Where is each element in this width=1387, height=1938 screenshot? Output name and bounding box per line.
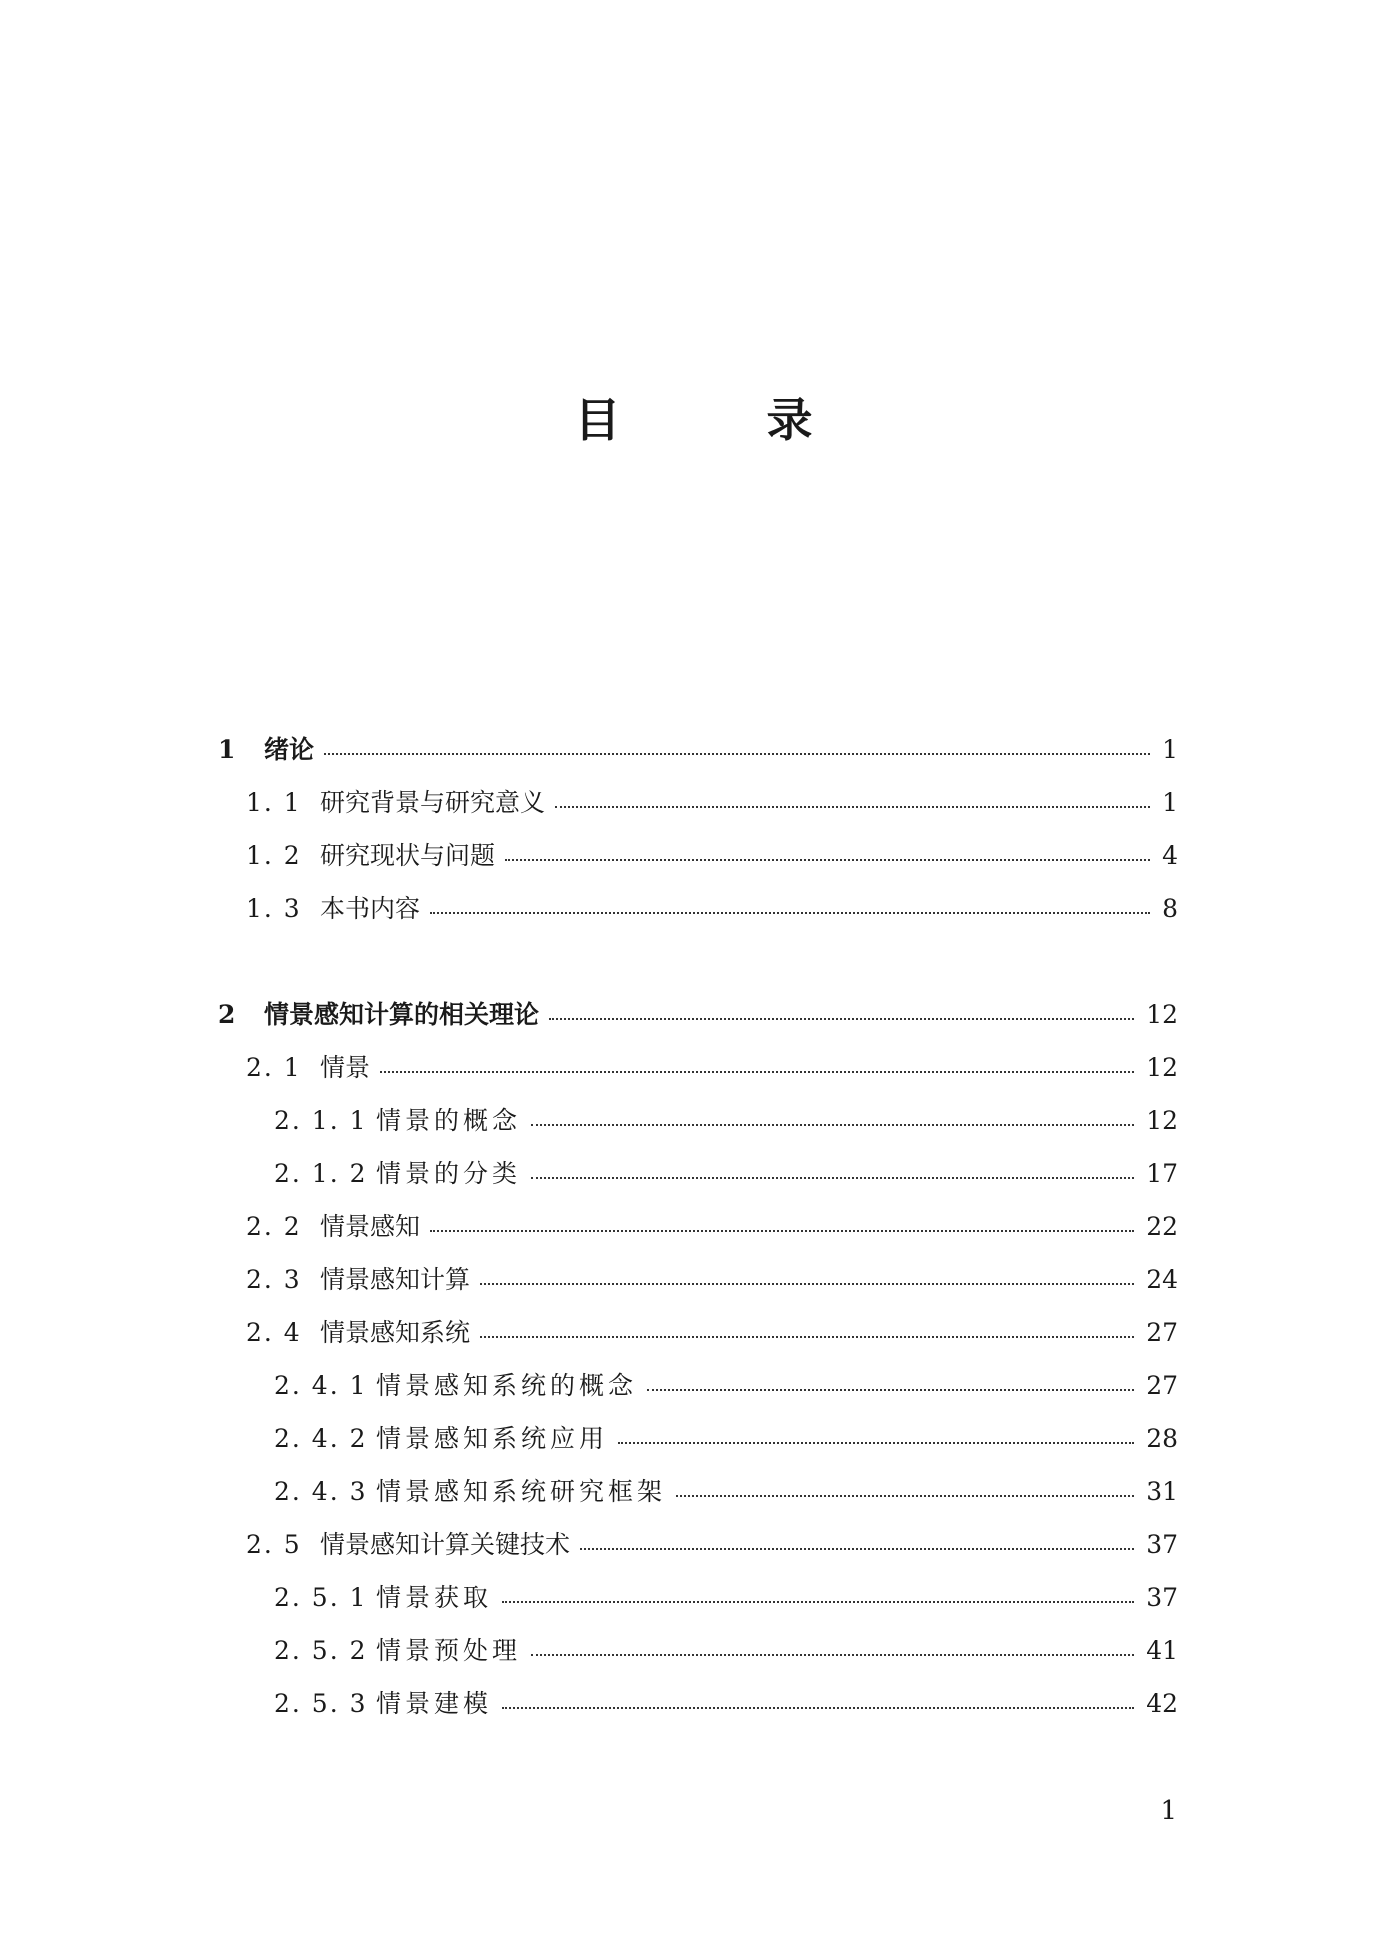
- toc-entry-number: 2. 1. 2: [274, 1159, 368, 1188]
- toc-entry-number: 2: [218, 1000, 236, 1029]
- toc-leader-dots: [531, 1654, 1134, 1656]
- toc-entry-number: 2. 3: [246, 1265, 302, 1294]
- toc-entry-2-5-2[interactable]: [274, 1631, 1178, 1671]
- toc-entry-1-3[interactable]: [246, 889, 1178, 929]
- toc-leader-dots: [647, 1389, 1134, 1391]
- toc-entry-2-3[interactable]: [246, 1260, 1178, 1300]
- toc-entry-number: 2. 4. 2: [274, 1424, 368, 1453]
- toc-entry-page: 37: [1146, 1583, 1178, 1612]
- toc-leader-dots: [502, 1601, 1134, 1603]
- toc-leader-dots: [480, 1336, 1134, 1338]
- toc-entry-number: 1. 3: [246, 894, 302, 923]
- toc-leader-dots: [380, 1071, 1134, 1073]
- toc-entry-number: 1: [218, 735, 236, 764]
- toc-entry-label: 情景的概念: [376, 1106, 522, 1135]
- toc-entry-page: 17: [1146, 1159, 1178, 1188]
- toc-entry-page: 12: [1146, 1106, 1178, 1135]
- toc-entry-2-1-1[interactable]: [274, 1101, 1178, 1141]
- toc-entry-number: 2. 1: [246, 1053, 302, 1082]
- toc-entry-1-1[interactable]: [246, 783, 1178, 823]
- toc-entry-label: 情景感知系统研究框架: [376, 1477, 667, 1506]
- toc-entry-page: 37: [1146, 1530, 1178, 1559]
- toc-entry-label: 情景感知: [320, 1212, 421, 1241]
- toc-entry-label: 情景感知计算: [320, 1265, 471, 1294]
- toc-entry-page: 8: [1162, 894, 1178, 923]
- toc-entry-label: 情景感知系统应用: [376, 1424, 609, 1453]
- toc-entry-label: 情景的分类: [376, 1159, 522, 1188]
- toc-entry-page: 12: [1146, 1053, 1178, 1082]
- toc-entry-number: 2. 4: [246, 1318, 302, 1347]
- toc-entry-page: 12: [1146, 1000, 1178, 1029]
- toc-entry-page: 1: [1162, 735, 1178, 764]
- toc-entry-label: 本书内容: [320, 894, 421, 923]
- page-number: 1: [1160, 1796, 1177, 1826]
- toc-leader-dots: [324, 753, 1150, 755]
- toc-entry-label: 情景: [320, 1053, 371, 1082]
- toc-entry-2-4-2[interactable]: [274, 1419, 1178, 1459]
- toc-entry-page: 27: [1146, 1371, 1178, 1400]
- toc-entry-2-5[interactable]: [246, 1525, 1178, 1565]
- toc-leader-dots: [502, 1707, 1134, 1709]
- toc-entry-2-4[interactable]: [246, 1313, 1178, 1353]
- toc-entry-number: 2. 5. 2: [274, 1636, 368, 1665]
- toc-entry-label: 研究现状与问题: [320, 841, 496, 870]
- toc-entry-label: 情景感知系统的概念: [376, 1371, 638, 1400]
- toc-entry-label: 情景感知计算的相关理论: [264, 1000, 540, 1029]
- toc-entry-number: 2. 1. 1: [274, 1106, 368, 1135]
- toc-entry-2-1-2[interactable]: [274, 1154, 1178, 1194]
- toc-leader-dots: [531, 1177, 1134, 1179]
- toc-entry-number: 2. 5: [246, 1530, 302, 1559]
- toc-entry-page: 28: [1146, 1424, 1178, 1453]
- toc-leader-dots: [480, 1283, 1134, 1285]
- toc-entry-number: 2. 5. 1: [274, 1583, 368, 1612]
- toc-entry-label: 情景建模: [376, 1689, 493, 1718]
- toc-entry-chapter-1[interactable]: [218, 730, 1178, 770]
- toc-entry-page: 41: [1146, 1636, 1178, 1665]
- toc-leader-dots: [531, 1124, 1134, 1126]
- toc-entry-2-5-3[interactable]: [274, 1684, 1178, 1724]
- toc-entry-page: 1: [1162, 788, 1178, 817]
- toc-entry-label: 绪论: [264, 735, 315, 764]
- toc-entry-page: 42: [1146, 1689, 1178, 1718]
- toc-leader-dots: [618, 1442, 1134, 1444]
- toc-entry-number: 2. 2: [246, 1212, 302, 1241]
- toc-leader-dots: [505, 859, 1150, 861]
- toc-entry-2-1[interactable]: [246, 1048, 1178, 1088]
- toc-entry-page: 22: [1146, 1212, 1178, 1241]
- toc-entry-number: 2. 5. 3: [274, 1689, 368, 1718]
- page-title: 目 录: [574, 393, 863, 447]
- toc-leader-dots: [430, 1230, 1134, 1232]
- toc-entry-chapter-2[interactable]: [218, 995, 1178, 1035]
- toc-entry-2-4-1[interactable]: [274, 1366, 1178, 1406]
- toc-entry-number: 1. 1: [246, 788, 302, 817]
- toc-entry-label: 情景预处理: [376, 1636, 522, 1665]
- toc-entry-1-2[interactable]: [246, 836, 1178, 876]
- toc-entry-page: 24: [1146, 1265, 1178, 1294]
- toc-entry-2-5-1[interactable]: [274, 1578, 1178, 1618]
- toc-entry-label: 情景感知计算关键技术: [320, 1530, 571, 1559]
- toc-entry-page: 31: [1146, 1477, 1178, 1506]
- toc-entry-2-2[interactable]: [246, 1207, 1178, 1247]
- toc-entry-number: 2. 4. 3: [274, 1477, 368, 1506]
- toc-leader-dots: [430, 912, 1150, 914]
- toc-leader-dots: [555, 806, 1150, 808]
- toc-entry-label: 研究背景与研究意义: [320, 788, 546, 817]
- toc-leader-dots: [580, 1548, 1134, 1550]
- toc-leader-dots: [549, 1018, 1134, 1020]
- toc-entry-label: 情景感知系统: [320, 1318, 471, 1347]
- toc-entry-2-4-3[interactable]: [274, 1472, 1178, 1512]
- toc-entry-page: 4: [1162, 841, 1178, 870]
- toc-leader-dots: [676, 1495, 1134, 1497]
- toc-entry-label: 情景获取: [376, 1583, 493, 1612]
- toc-entry-page: 27: [1146, 1318, 1178, 1347]
- toc-entry-number: 2. 4. 1: [274, 1371, 368, 1400]
- toc-entry-number: 1. 2: [246, 841, 302, 870]
